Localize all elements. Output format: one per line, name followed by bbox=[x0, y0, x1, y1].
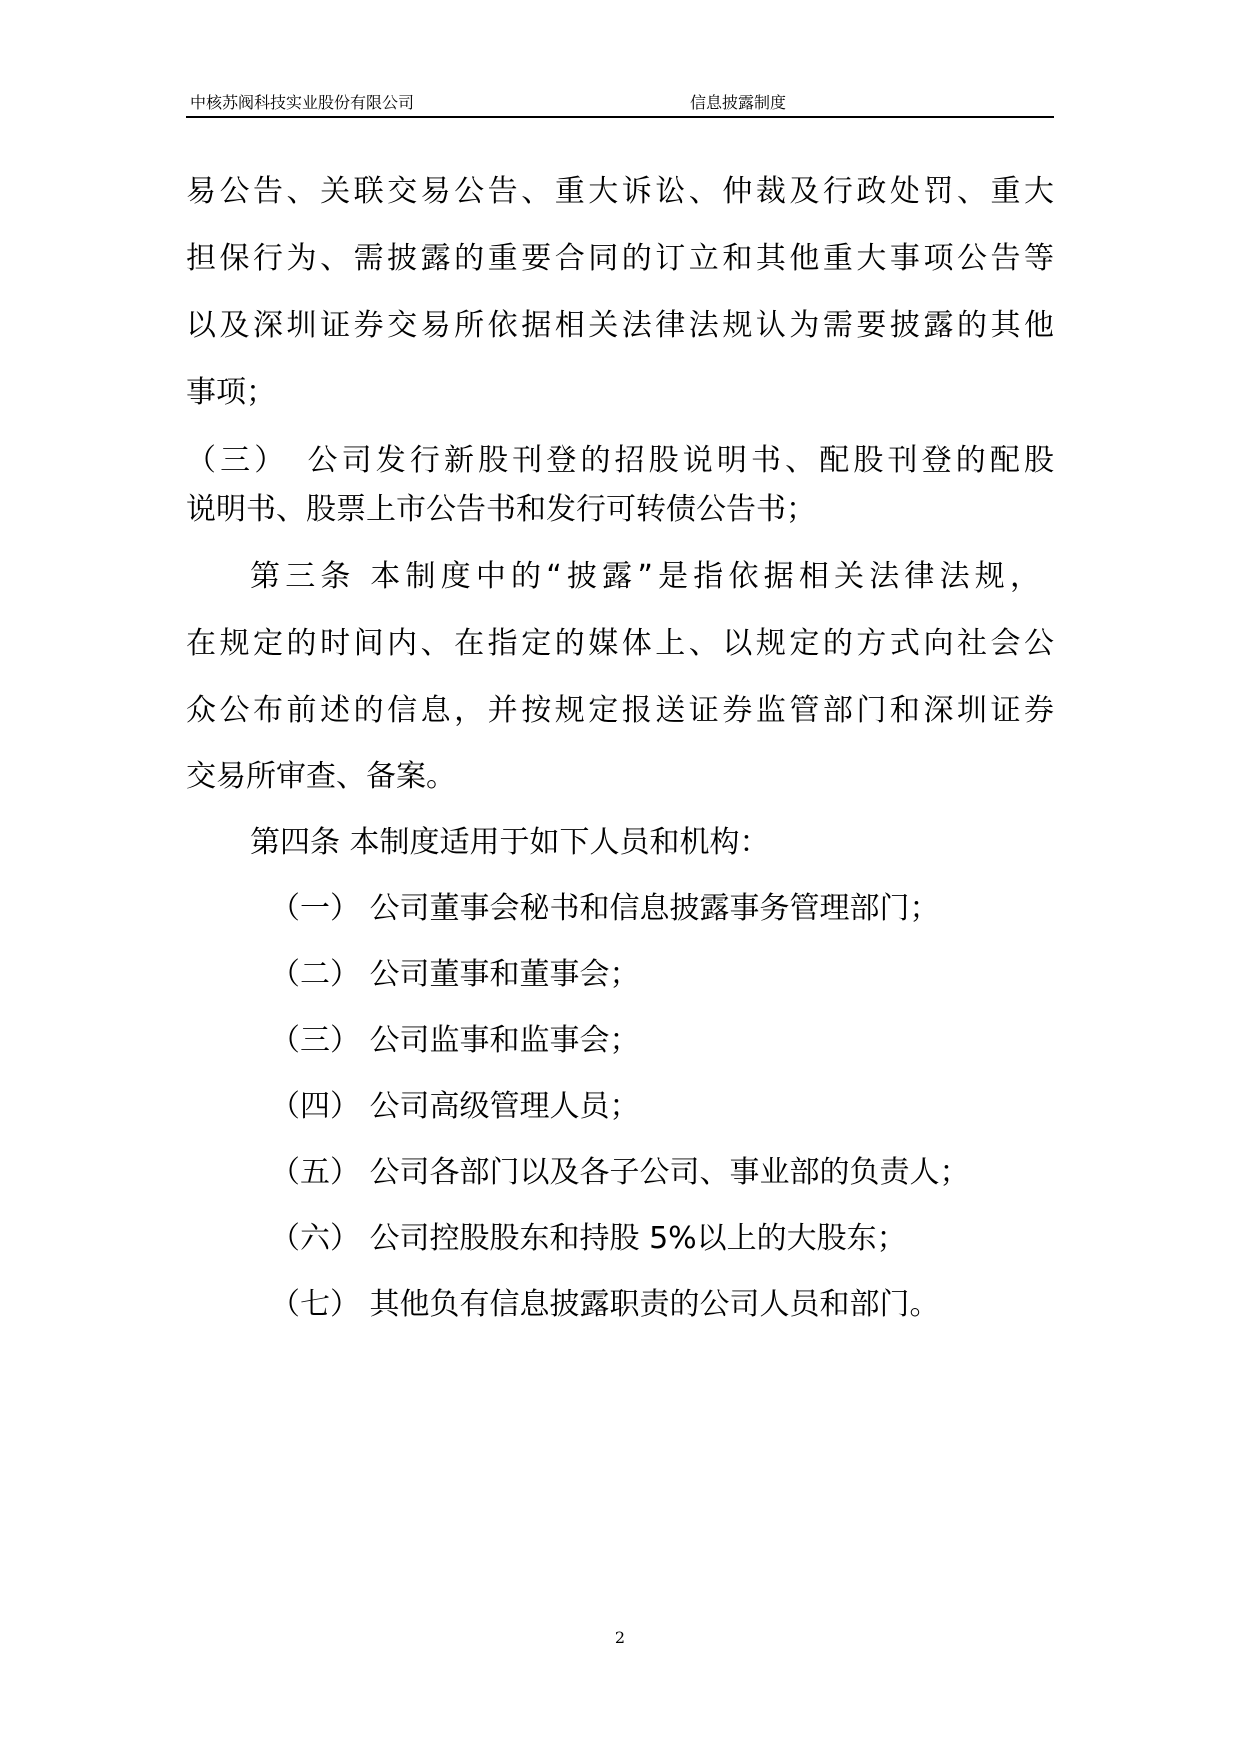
clause-heading-4: 第四条 本制度适用于如下人员和机构： bbox=[250, 825, 770, 860]
body-line: 事项； bbox=[186, 375, 276, 410]
list-item: （五） 公司各部门以及各子公司、事业部的负责人； bbox=[270, 1155, 970, 1190]
page-number: 2 bbox=[614, 1628, 626, 1647]
body-line: 以及深圳证券交易所依据相关法律法规认为需要披露的其他 bbox=[186, 308, 1054, 343]
list-item: （三） 公司监事和监事会； bbox=[270, 1023, 640, 1058]
body-line: 易公告、关联交易公告、重大诉讼、仲裁及行政处罚、重大 bbox=[186, 174, 1054, 209]
body-line: 担保行为、需披露的重要合同的订立和其他重大事项公告等 bbox=[186, 241, 1054, 276]
header-document-title: 信息披露制度 bbox=[690, 93, 787, 112]
body-line: 在规定的时间内、在指定的媒体上、以规定的方式向社会公 bbox=[186, 626, 1054, 661]
body-line: 说明书、股票上市公告书和发行可转债公告书； bbox=[186, 492, 816, 527]
body-line: （三） 公司发行新股刊登的招股说明书、配股刊登的配股 bbox=[186, 443, 1054, 478]
body-line: 众公布前述的信息，并按规定报送证券监管部门和深圳证券 bbox=[186, 693, 1054, 728]
list-item: （一） 公司董事会秘书和信息披露事务管理部门； bbox=[270, 891, 940, 926]
list-item: （四） 公司高级管理人员； bbox=[270, 1089, 640, 1124]
list-item: （六） 公司控股股东和持股 5%以上的大股东； bbox=[270, 1221, 907, 1256]
clause-heading-3: 第三条 本制度中的“披露”是指依据相关法律法规， bbox=[250, 559, 1040, 594]
header-company-name: 中核苏阀科技实业股份有限公司 bbox=[190, 93, 415, 112]
list-item: （七） 其他负有信息披露职责的公司人员和部门。 bbox=[270, 1287, 940, 1322]
list-item: （二） 公司董事和董事会； bbox=[270, 957, 640, 992]
page-header bbox=[186, 88, 1054, 118]
body-line: 交易所审查、备案。 bbox=[186, 759, 456, 794]
